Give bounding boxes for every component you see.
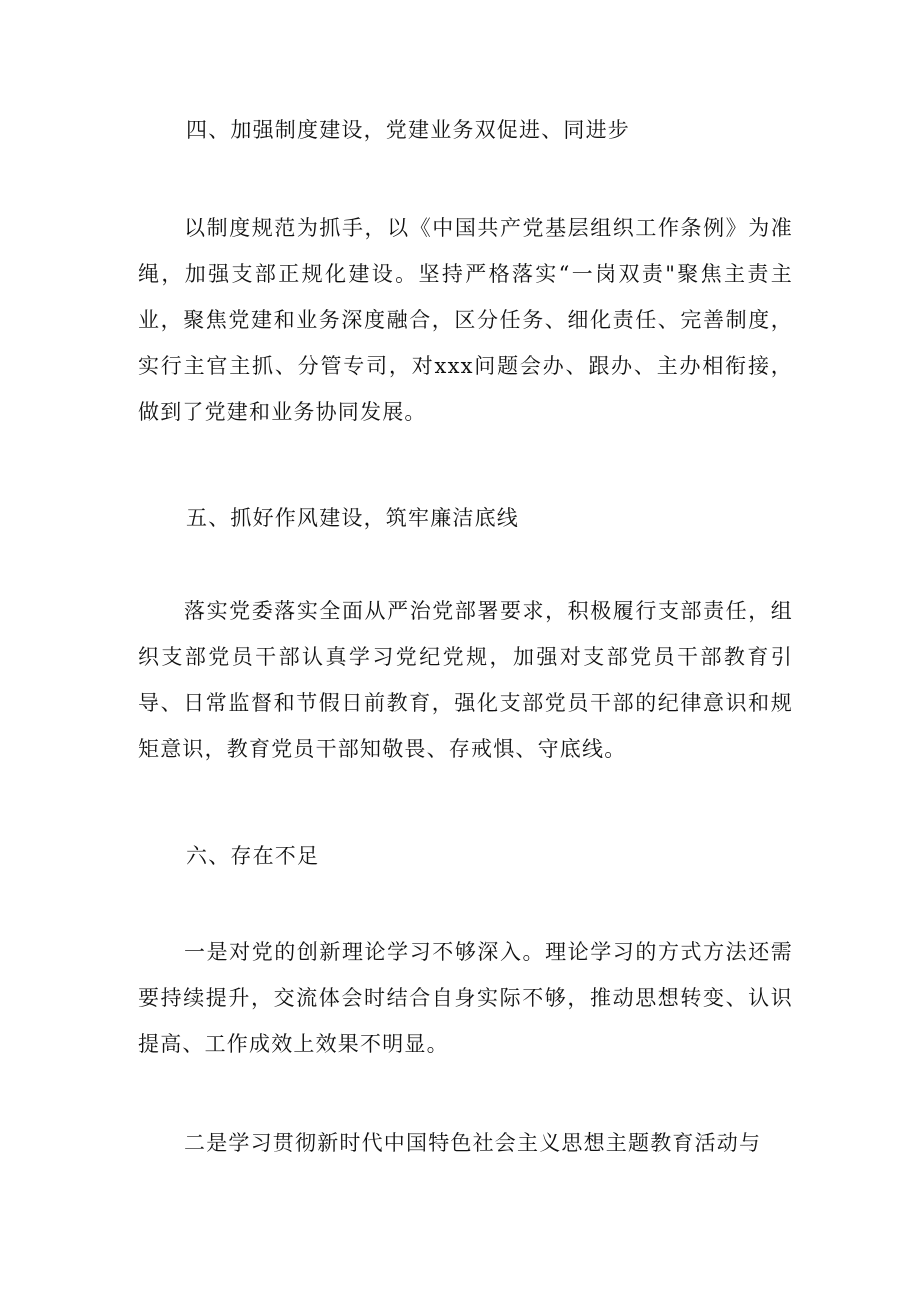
section-heading-4: 四、加强制度建设，党建业务双促进、同进步 bbox=[186, 118, 630, 142]
section-heading-5: 五、抓好作风建设，筑牢廉洁底线 bbox=[186, 506, 519, 530]
section-paragraph-5-1: 落实党委落实全面从严治党部署要求，积极履行支部责任，组织支部党员干部认真学习党纪党规，加强对支部党员干部教育引导、日常监督和节假日前教育，强化支部党员干部的纪律意识和规矩意识，教育党员干部知敬畏、存戒惧、守底线。 bbox=[138, 599, 793, 761]
section-heading-6: 六、存在不足 bbox=[186, 844, 320, 868]
section-paragraph-6-2: 二是学习贯彻新时代中国特色社会主义思想主题教育活动与 bbox=[184, 1131, 762, 1155]
section-paragraph-6-1: 一是对党的创新理论学习不够深入。理论学习的方式方法还需要持续提升，交流体会时结合自身实际不够，推动思想转变、认识提高、工作成效上效果不明显。 bbox=[138, 940, 793, 1056]
section-paragraph-4-1: 以制度规范为抓手，以《中国共产党基层组织工作条例》为准绳，加强支部正规化建设。坚持严格落实“一岗双责"聚焦主责主业，聚焦党建和业务深度融合，区分任务、细化责任、完善制度，实行主官主抓、分管专司，对xxx问题会办、跟办、主办相衔接，做到了党建和业务协同发展。 bbox=[138, 216, 793, 424]
